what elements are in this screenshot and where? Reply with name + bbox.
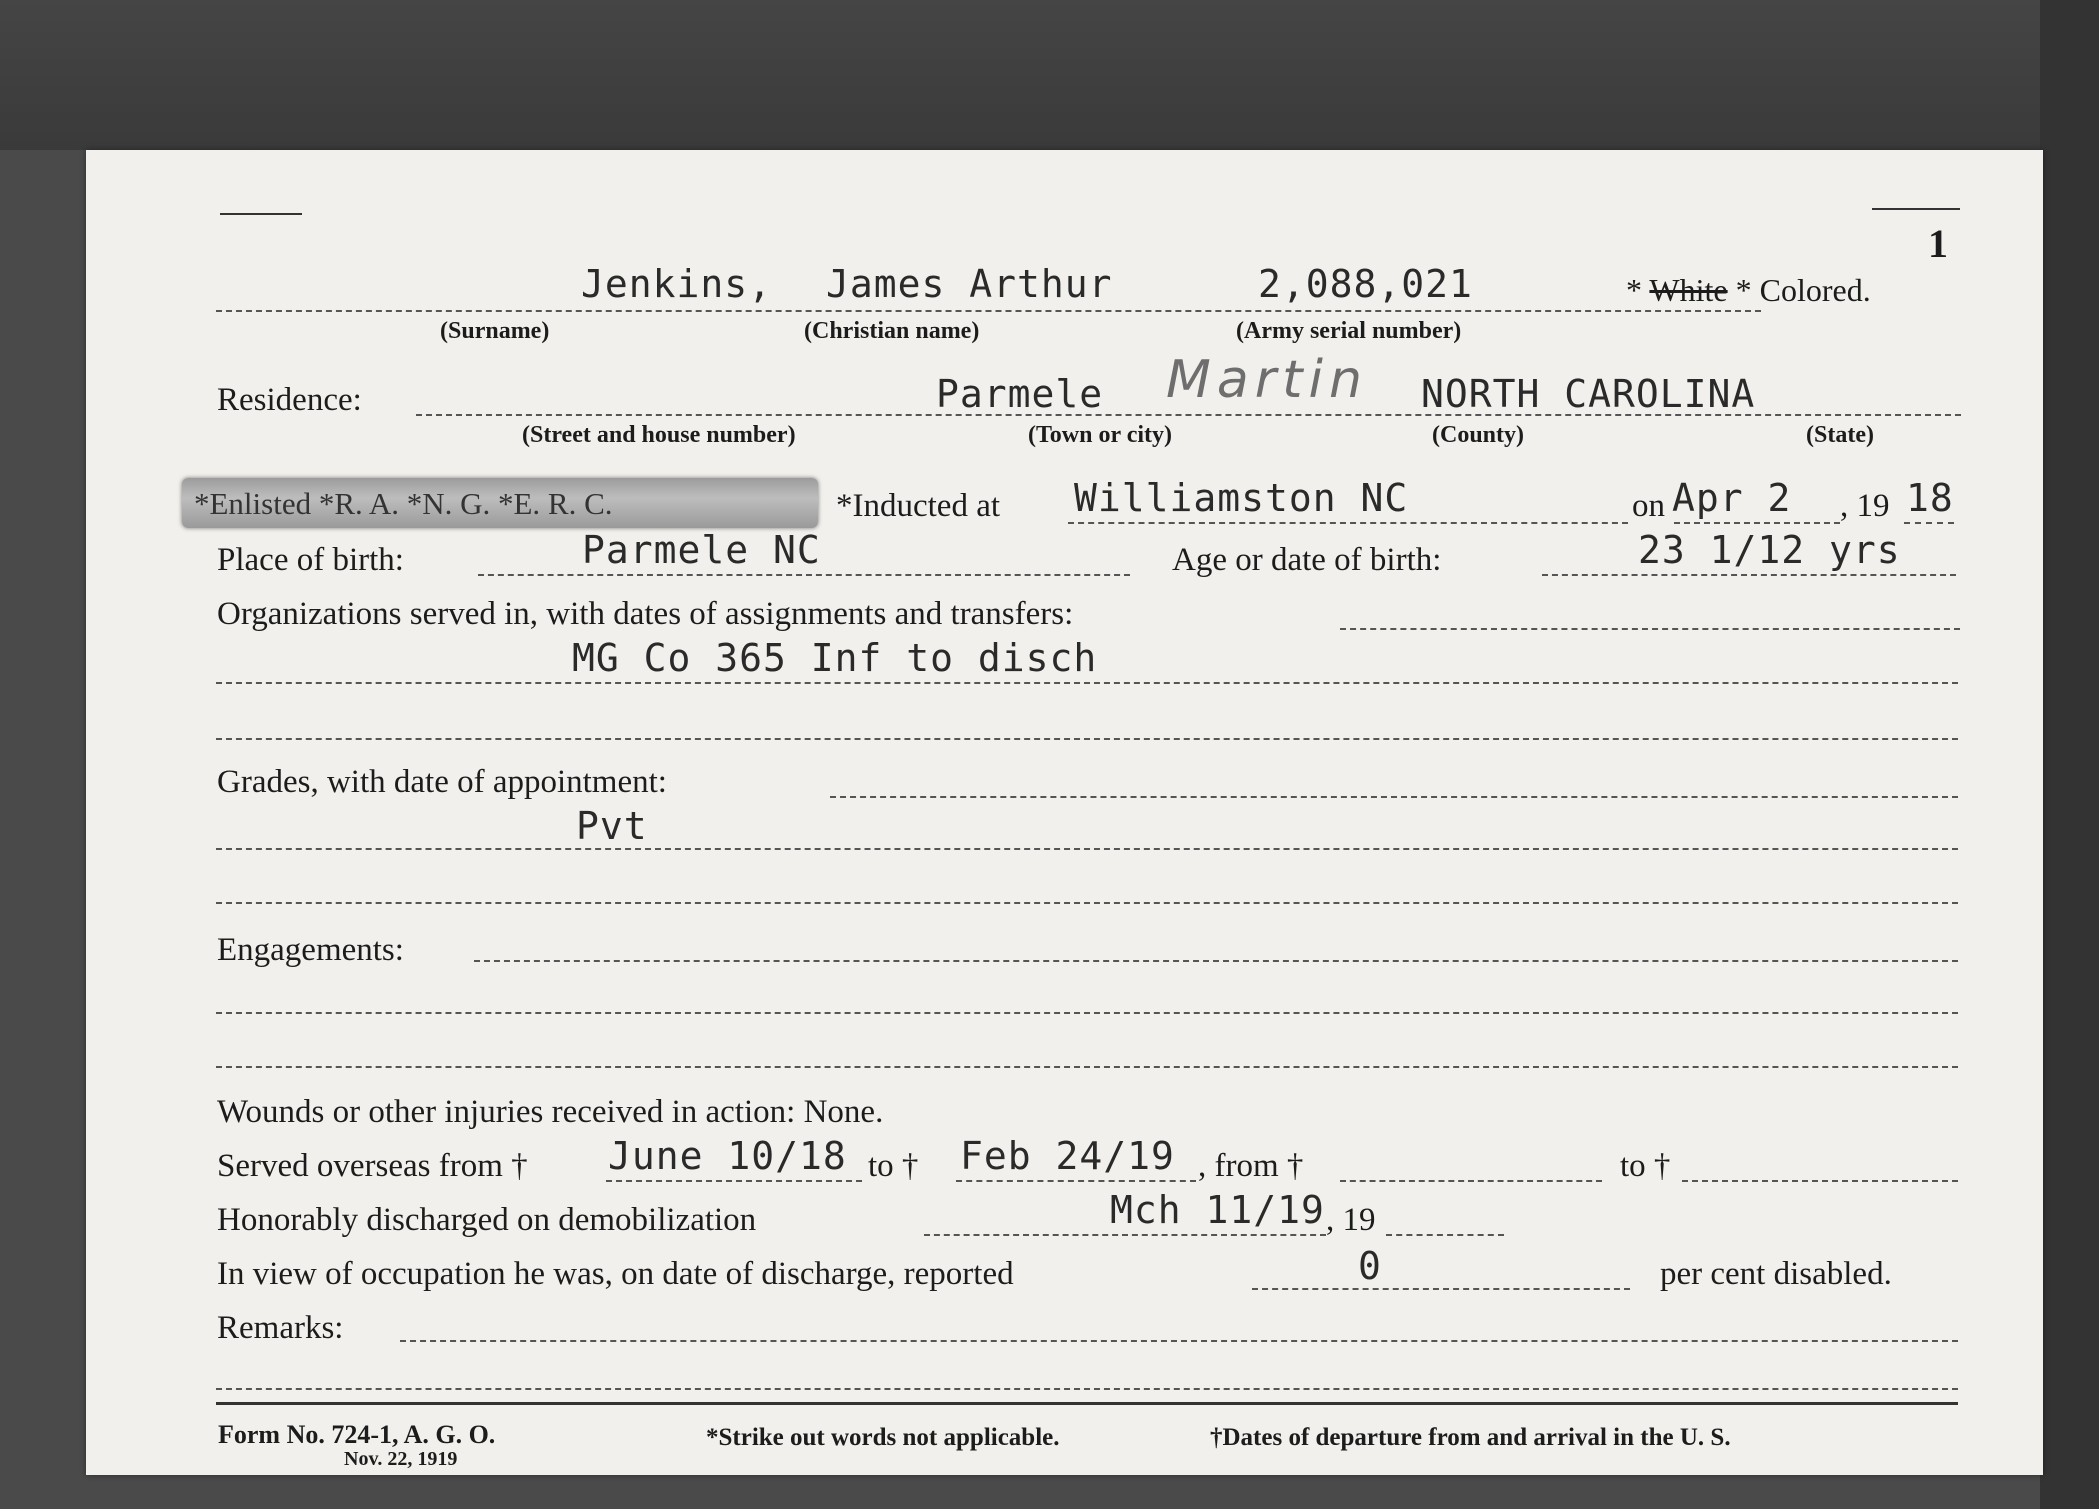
inducted-at-value: Williamston NC bbox=[1074, 476, 1409, 520]
top-right-rule bbox=[1872, 208, 1960, 210]
race-star-2: * bbox=[1735, 272, 1752, 308]
residence-state: NORTH CAROLINA bbox=[1421, 372, 1756, 416]
disability-line bbox=[1252, 1288, 1630, 1290]
organizations-line-2 bbox=[216, 682, 1958, 684]
disability-value: 0 bbox=[1358, 1244, 1382, 1288]
discharge-date: Mch 11/19 bbox=[1110, 1188, 1325, 1232]
form-number: Form No. 724-1, A. G. O. bbox=[218, 1420, 496, 1449]
overseas-to-label: to † bbox=[868, 1148, 919, 1184]
discharge-year-label: , 19 bbox=[1326, 1202, 1376, 1238]
race-white: White bbox=[1649, 272, 1728, 308]
discharge-label: Honorably discharged on demobilization bbox=[217, 1202, 757, 1238]
top-left-rule bbox=[220, 213, 302, 215]
serial-number-value: 2,088,021 bbox=[1258, 262, 1473, 306]
caption-state: (State) bbox=[1806, 422, 1874, 448]
organizations-label: Organizations served in, with dates of assignments and transfers: bbox=[217, 596, 1074, 632]
on-label: on bbox=[1632, 488, 1665, 524]
residence-county-handwritten: Martin bbox=[1166, 350, 1368, 410]
induction-date: Apr 2 bbox=[1672, 476, 1792, 520]
christian-name-value: James Arthur bbox=[826, 262, 1113, 306]
card-number: 1 bbox=[1928, 221, 1948, 266]
place-of-birth-value: Parmele NC bbox=[582, 528, 821, 572]
engagements-line-3 bbox=[216, 1066, 1958, 1068]
overseas-from2-line bbox=[1340, 1180, 1602, 1182]
race-colored: Colored. bbox=[1759, 272, 1871, 308]
age-value: 23 1/12 yrs bbox=[1638, 528, 1901, 572]
discharge-year-line bbox=[1386, 1234, 1504, 1236]
age-line bbox=[1542, 574, 1956, 576]
induction-year: 18 bbox=[1906, 476, 1954, 520]
engagements-line-1 bbox=[474, 960, 1958, 962]
inducted-label: *Inducted at bbox=[836, 488, 1001, 524]
caption-surname: (Surname) bbox=[440, 318, 550, 344]
grades-line-3 bbox=[216, 902, 1958, 904]
overseas-to2-line bbox=[1682, 1180, 1958, 1182]
year-prefix: , 19 bbox=[1840, 488, 1890, 524]
dates-note: †Dates of departure from and arrival in the U. S. bbox=[1210, 1424, 1731, 1451]
disability-suffix: per cent disabled. bbox=[1660, 1256, 1892, 1292]
place-of-birth-label: Place of birth: bbox=[217, 542, 404, 578]
overseas-from2-label: , from † bbox=[1198, 1148, 1304, 1184]
overseas-from-line bbox=[606, 1180, 862, 1182]
surname-value: Jenkins, bbox=[581, 262, 773, 306]
form-date: Nov. 22, 1919 bbox=[344, 1448, 458, 1470]
overseas-to2-label: to † bbox=[1620, 1148, 1671, 1184]
discharge-line bbox=[924, 1234, 1326, 1236]
disability-label: In view of occupation he was, on date of discharge, reported bbox=[217, 1256, 1014, 1292]
strike-note: *Strike out words not applicable. bbox=[706, 1424, 1060, 1451]
organizations-line-3 bbox=[216, 738, 1958, 740]
remarks-label: Remarks: bbox=[217, 1310, 344, 1346]
caption-christian-name: (Christian name) bbox=[804, 318, 980, 344]
scanner-background-right bbox=[2040, 0, 2099, 1509]
grades-line-2 bbox=[216, 848, 1958, 850]
grades-label: Grades, with date of appointment: bbox=[217, 764, 667, 800]
service-record-card bbox=[86, 150, 2043, 1475]
grades-value: Pvt bbox=[576, 804, 648, 848]
overseas-label: Served overseas from † bbox=[217, 1148, 528, 1184]
organizations-value: MG Co 365 Inf to disch bbox=[572, 636, 1098, 680]
engagements-label: Engagements: bbox=[217, 932, 404, 968]
caption-county: (County) bbox=[1432, 422, 1525, 448]
wounds-label: Wounds or other injuries received in action: None. bbox=[217, 1094, 884, 1130]
remarks-line-2 bbox=[216, 1388, 1958, 1390]
age-label: Age or date of birth: bbox=[1172, 542, 1442, 578]
caption-town: (Town or city) bbox=[1028, 422, 1172, 448]
residence-label: Residence: bbox=[217, 382, 362, 418]
caption-serial-number: (Army serial number) bbox=[1236, 318, 1462, 344]
race-star-1: * bbox=[1626, 272, 1642, 308]
enlisted-options: *Enlisted *R. A. *N. G. *E. R. C. bbox=[194, 486, 613, 521]
organizations-line-1 bbox=[1340, 628, 1960, 630]
overseas-to-date: Feb 24/19 bbox=[960, 1134, 1175, 1178]
residence-town: Parmele bbox=[936, 372, 1104, 416]
caption-street: (Street and house number) bbox=[522, 422, 796, 448]
footer-rule bbox=[216, 1402, 1958, 1405]
grades-line-1 bbox=[830, 796, 1958, 798]
overseas-from-date: June 10/18 bbox=[608, 1134, 847, 1178]
engagements-line-2 bbox=[216, 1012, 1958, 1014]
induction-date-line bbox=[1674, 522, 1840, 524]
remarks-line-1 bbox=[400, 1340, 1958, 1342]
overseas-to-line bbox=[956, 1180, 1196, 1182]
scanner-background bbox=[0, 0, 2099, 150]
inducted-line bbox=[1068, 522, 1628, 524]
place-of-birth-line bbox=[478, 574, 1130, 576]
race-line bbox=[1626, 272, 1871, 309]
name-line bbox=[216, 310, 1761, 312]
year-line bbox=[1904, 522, 1954, 524]
